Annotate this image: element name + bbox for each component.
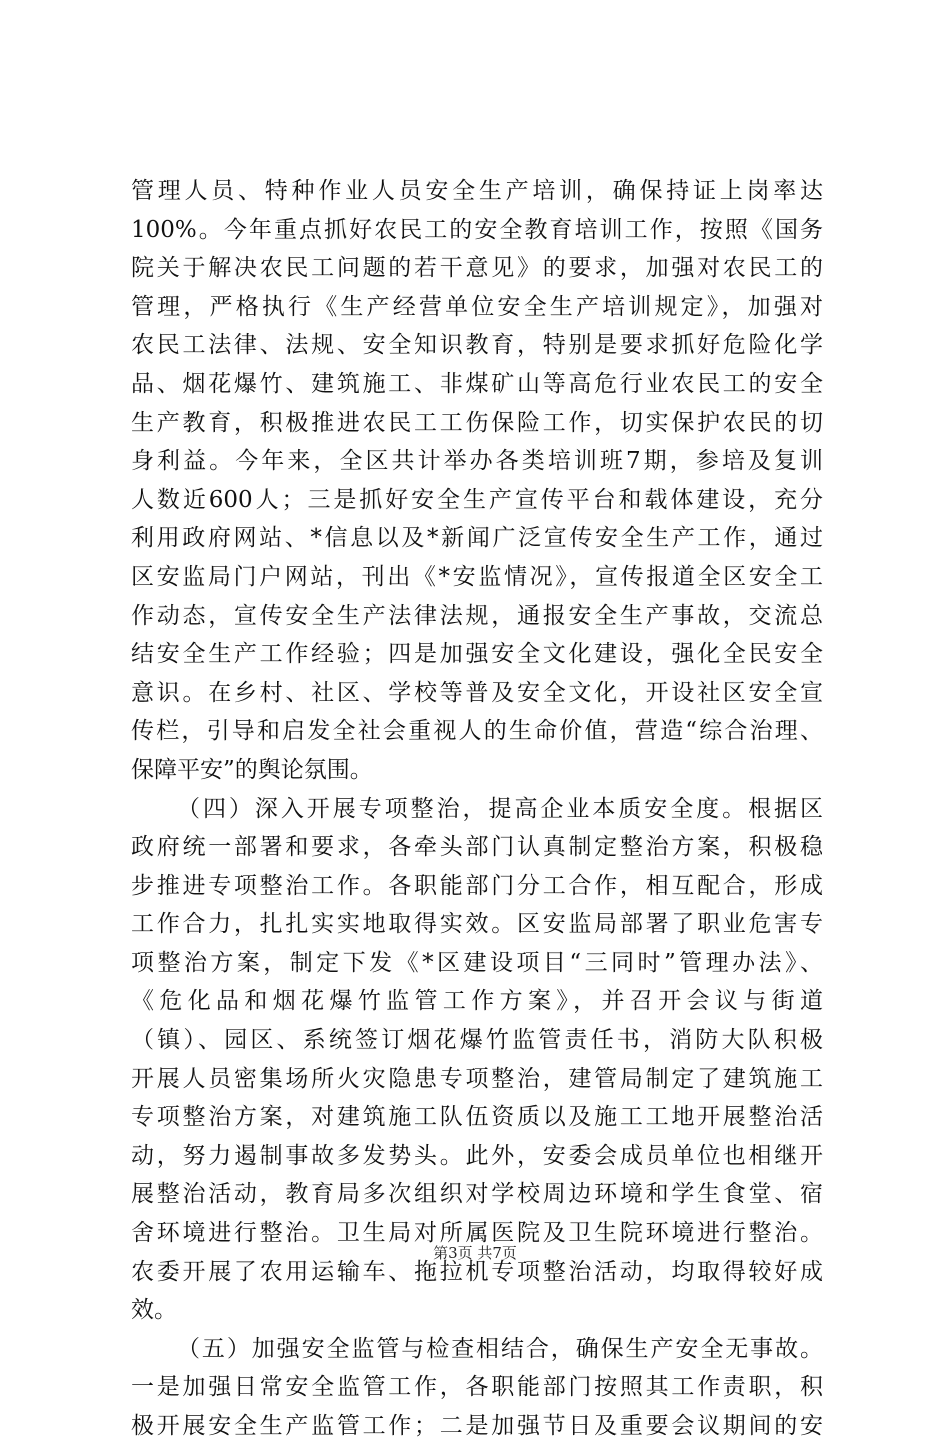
text-line: 农民工法律、法规、安全知识教育，特别是要求抓好危险化学	[131, 332, 823, 359]
text-line: 管理，严格执行《生产经营单位安全生产培训规定》，加强对	[131, 293, 823, 320]
text-line: 保障平安”的舆论氛围。	[131, 756, 373, 783]
text-line: （四）深入开展专项整治，提高企业本质安全度。根据区	[177, 795, 823, 822]
text-line: 身利益。今年来，全区共计举办各类培训班7期，参培及复训	[131, 448, 823, 475]
text-line: 动，努力遏制事故多发势头。此外，安委会成员单位也相继开	[131, 1142, 823, 1169]
page-number-footer: 第3页 共7页	[433, 1244, 517, 1262]
text-line: 传栏，引导和启发全社会重视人的生命价值，营造“综合治理、	[131, 718, 823, 745]
text-line: 人数近600人；三是抓好安全生产宣传平台和载体建设，充分	[131, 486, 823, 513]
text-line: 开展人员密集场所火灾隐患专项整治，建管局制定了建筑施工	[131, 1065, 823, 1092]
text-line: 品、烟花爆竹、建筑施工、非煤矿山等高危行业农民工的安全	[131, 370, 823, 397]
text-line: （五）加强安全监管与检查相结合，确保生产安全无事故。	[177, 1335, 823, 1362]
text-line: 生产教育，积极推进农民工工伤保险工作，切实保护农民的切	[131, 409, 823, 436]
text-line: 舍环境进行整治。卫生局对所属医院及卫生院环境进行整治。	[131, 1220, 823, 1247]
text-line: 一是加强日常安全监管工作，各职能部门按照其工作责职，积	[131, 1374, 823, 1401]
text-line: 农委开展了农用运输车、拖拉机专项整治活动，均取得较好成	[131, 1258, 823, 1285]
text-line: 工作合力，扎扎实实地取得实效。区安监局部署了职业危害专	[131, 911, 823, 938]
text-line: 展整治活动，教育局多次组织对学校周边环境和学生食堂、宿	[131, 1181, 823, 1208]
text-line: 院关于解决农民工问题的若干意见》的要求，加强对农民工的	[131, 255, 823, 282]
text-line: 区安监局门户网站，刊出《*安监情况》，宣传报道全区安全工	[131, 563, 823, 590]
text-line: 专项整治方案，对建筑施工队伍资质以及施工工地开展整治活	[131, 1104, 823, 1131]
text-line: 步推进专项整治工作。各职能部门分工合作，相互配合，形成	[131, 872, 823, 899]
text-line: 100%。今年重点抓好农民工的安全教育培训工作，按照《国务	[131, 216, 823, 243]
text-line: 效。	[131, 1297, 177, 1324]
text-line: 作动态，宣传安全生产法律法规，通报安全生产事故，交流总	[131, 602, 823, 629]
text-line: 项整治方案，制定下发《*区建设项目“三同时”管理办法》、	[131, 949, 823, 976]
text-line: （镇）、园区、系统签订烟花爆竹监管责任书，消防大队积极	[131, 1027, 823, 1054]
text-line: 利用政府网站、*信息以及*新闻广泛宣传安全生产工作，通过	[131, 525, 823, 552]
text-line: 极开展安全生产监管工作；二是加强节日及重要会议期间的安	[131, 1413, 823, 1439]
text-line: 政府统一部署和要求，各牵头部门认真制定整治方案，积极稳	[131, 834, 823, 861]
text-line: 《危化品和烟花爆竹监管工作方案》，并召开会议与街道	[131, 988, 823, 1015]
text-line: 意识。在乡村、社区、学校等普及安全文化，开设社区安全宣	[131, 679, 823, 706]
text-line: 结安全生产工作经验；四是加强安全文化建设，强化全民安全	[131, 641, 823, 668]
text-line: 管理人员、特种作业人员安全生产培训，确保持证上岗率达	[131, 178, 823, 204]
